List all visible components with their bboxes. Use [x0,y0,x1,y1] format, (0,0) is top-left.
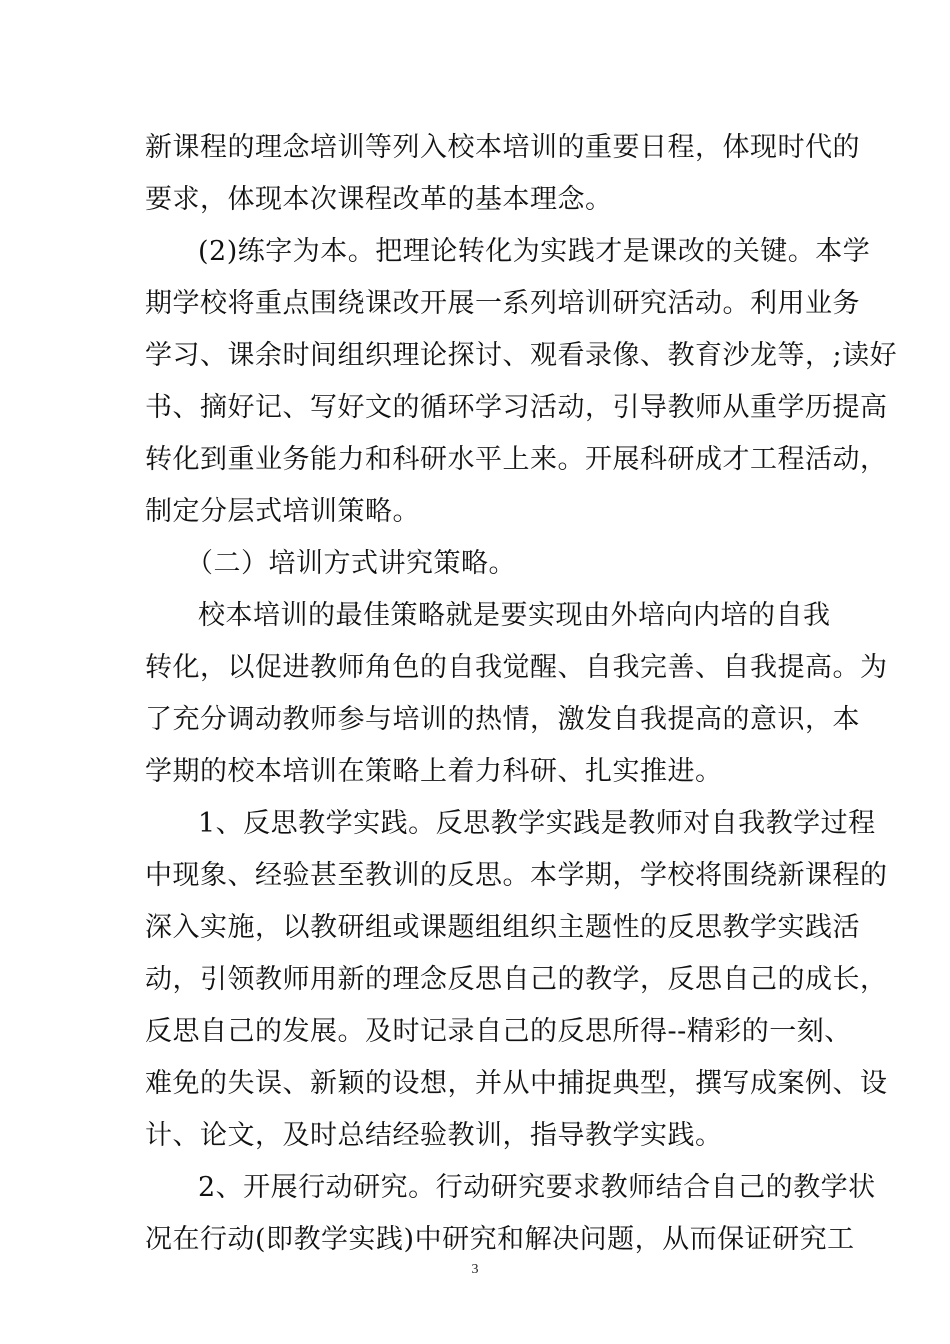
text-line: 学期的校本培训在策略上着力科研、扎实推进。 [145,756,723,787]
text-line: 转化到重业务能力和科研水平上来。开展科研成才工程活动， [145,444,888,475]
text-line: 书、摘好记、写好文的循环学习活动，引导教师从重学历提高 [145,392,888,423]
text-line: 中现象、经验甚至教训的反思。本学期，学校将围绕新课程的 [145,860,888,891]
section-heading: （二）培训方式讲究策略。 [186,548,516,579]
text-line: 制定分层式培训策略。 [145,496,420,527]
text-line: 学习、课余时间组织理论探讨、观看录像、教育沙龙等，;读好 [145,340,898,371]
text-line: 转化，以促进教师角色的自我觉醒、自我完善、自我提高。为 [145,652,888,683]
text-line: 了充分调动教师参与培训的热情，激发自我提高的意识，本 [145,704,860,735]
text-line: 动，引领教师用新的理念反思自己的教学，反思自己的成长， [145,964,888,995]
text-line: 深入实施，以教研组或课题组组织主题性的反思教学实践活 [145,912,860,943]
text-line: 况在行动(即教学实践)中研究和解决问题，从而保证研究工 [145,1224,855,1255]
text-line: 校本培训的最佳策略就是要实现由外培向内培的自我 [198,600,831,631]
text-line: 新课程的理念培训等列入校本培训的重要日程，体现时代的 [145,132,860,163]
text-line: 难免的失误、新颖的设想，并从中捕捉典型，撰写成案例、设 [145,1068,888,1099]
text-line: 反思自己的发展。及时记录自己的反思所得--精彩的一刻、 [145,1016,852,1047]
page-number: 3 [471,1262,479,1277]
text-line: 2、开展行动研究。行动研究要求教师结合自己的教学状 [198,1172,876,1203]
text-line: 期学校将重点围绕课改开展一系列培训研究活动。利用业务 [145,288,860,319]
text-line: 1、反思教学实践。反思教学实践是教师对自我教学过程 [198,808,876,839]
text-line: 计、论文，及时总结经验教训，指导教学实践。 [145,1120,723,1151]
text-line: (2)练字为本。把理论转化为实践才是课改的关键。本学 [198,236,871,267]
text-line: 要求，体现本次课程改革的基本理念。 [145,184,613,215]
